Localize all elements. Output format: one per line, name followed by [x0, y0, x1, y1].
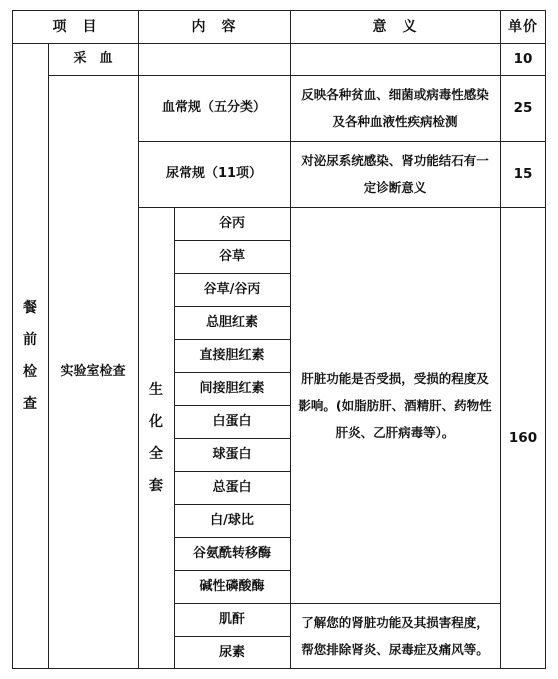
header-meaning: 意 义	[372, 18, 418, 35]
divider	[48, 43, 49, 669]
biochem-item: 谷草/谷丙	[203, 281, 261, 297]
section-char: 餐	[23, 300, 37, 316]
border-bottom	[12, 668, 546, 669]
blood-draw-price: 10	[513, 51, 533, 67]
divider	[138, 207, 546, 208]
biochem-item: 直接胆红素	[199, 347, 265, 363]
border-right	[545, 10, 546, 669]
section-char: 检	[23, 364, 37, 380]
divider	[174, 471, 290, 472]
cbc-price: 25	[513, 100, 533, 116]
divider	[174, 240, 290, 241]
divider	[174, 504, 290, 505]
urine-meaning: 对泌尿系统感染、肾功能结石有一定诊断意义	[301, 153, 489, 195]
divider	[290, 10, 291, 669]
divider	[174, 306, 290, 307]
section-char: 前	[23, 332, 37, 348]
biochem-item: 尿素	[218, 644, 245, 660]
liver-meaning: 肝脏功能是否受损，受损的程度及影响。(如脂肪肝、酒精肝、药物性肝炎、乙肝病毒等）。	[298, 370, 492, 440]
biochem-item: 碱性磷酸酶	[199, 578, 265, 594]
divider	[12, 43, 546, 44]
biochem-item: 白/球比	[210, 512, 254, 528]
section-char: 查	[23, 396, 37, 412]
biochem-label	[138, 207, 174, 669]
biochem-price: 160	[508, 430, 538, 446]
biochem-char: 化	[149, 414, 163, 430]
divider	[174, 273, 290, 274]
section-label	[12, 43, 48, 669]
divider	[500, 10, 501, 669]
divider	[174, 537, 290, 538]
cbc-name: 血常规（五分类）	[161, 100, 266, 115]
biochem-item: 总蛋白	[212, 479, 252, 495]
urine-name: 尿常规（11项）	[165, 166, 263, 181]
urine-price: 15	[513, 166, 533, 182]
lab-label: 实验室检查	[60, 364, 126, 379]
divider	[174, 438, 290, 439]
biochem-item: 球蛋白	[212, 446, 252, 462]
divider	[174, 636, 290, 637]
blood-draw-label: 采 血	[73, 51, 113, 66]
border-left	[12, 10, 13, 669]
divider	[174, 405, 290, 406]
divider	[174, 372, 290, 373]
header-price: 单价	[508, 18, 538, 35]
biochem-char: 生	[149, 382, 163, 398]
biochem-item: 谷草	[218, 248, 245, 264]
biochem-item: 谷丙	[218, 215, 245, 231]
biochem-item: 肌酐	[218, 611, 245, 627]
kidney-meaning: 了解您的肾脏功能及其损害程度，帮您排除肾炎、尿毒症及痛风等。	[301, 615, 489, 657]
biochem-item: 总胆红素	[205, 314, 258, 330]
divider	[174, 603, 500, 604]
divider	[138, 141, 546, 142]
divider	[174, 207, 175, 669]
biochem-char: 套	[149, 478, 163, 494]
border-top	[12, 10, 546, 11]
divider	[174, 570, 290, 571]
biochem-item: 间接胆红素	[199, 380, 265, 396]
biochem-item: 白蛋白	[212, 413, 252, 429]
divider	[174, 339, 290, 340]
header-item: 项 目	[52, 18, 98, 35]
biochem-item: 谷氨酰转移酶	[192, 545, 271, 561]
divider	[138, 10, 139, 669]
divider	[48, 75, 546, 76]
biochem-char: 全	[149, 446, 163, 462]
header-content: 内 容	[191, 18, 237, 35]
cbc-meaning: 反映各种贫血、细菌或病毒性感染及各种血液性疾病检测	[301, 87, 489, 129]
